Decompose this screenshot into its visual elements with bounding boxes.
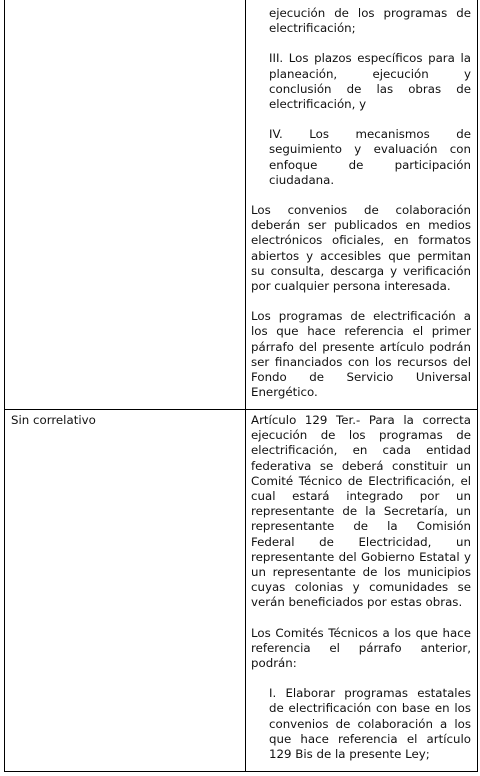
row2-left-cell: Sin correlativo [11, 413, 96, 427]
row2-paragraph-3: I. Elaborar programas estatales de electrificación con base en los convenios de colaboración a los que hace referencia el artículo 129 Bis de la presente Ley; [269, 686, 471, 762]
column-divider [245, 0, 246, 771]
row2-right-cell [251, 413, 471, 762]
row1-paragraph-1: ejecución de los programas de electrificación; [269, 6, 471, 36]
row2-paragraph-1: Artículo 129 Ter.- Para la correcta ejecución de los programas de electrificación, en cada entidad federativa se deberá constituir un Comité Técnico de Electrificación, el cual estará integrado por un representante de la Secretaría, un representante de la Comisión Federal de Electricidad, un representante del Gobierno Estatal y un representante de los municipios cuyas colonias y comunidades se verán beneficiados por estas obras. [251, 413, 471, 610]
comparison-table [4, 0, 478, 772]
row1-paragraph-2: III. Los plazos específicos para la planeación, ejecución y conclusión de las obras de electrificación, y [269, 51, 471, 112]
row-divider [5, 409, 477, 410]
row2-paragraph-2: Los Comités Técnicos a los que hace referencia el párrafo anterior, podrán: [251, 625, 471, 671]
row1-paragraph-4: Los convenios de colaboración deberán ser publicados en medios electrónicos oficiales, en formatos abiertos y accesibles que permitan su consulta, descarga y verificación por cualquier persona interesada. [251, 203, 471, 294]
row1-right-cell [251, 6, 471, 400]
row1-paragraph-3: IV. Los mecanismos de seguimiento y evaluación con enfoque de participación ciudadana. [269, 127, 471, 187]
row1-paragraph-5: Los programas de electrificación a los que hace referencia el primer párrafo del presente artículo podrán ser financiados con los recursos del Fondo de Servicio Universal Energético. [251, 309, 471, 400]
